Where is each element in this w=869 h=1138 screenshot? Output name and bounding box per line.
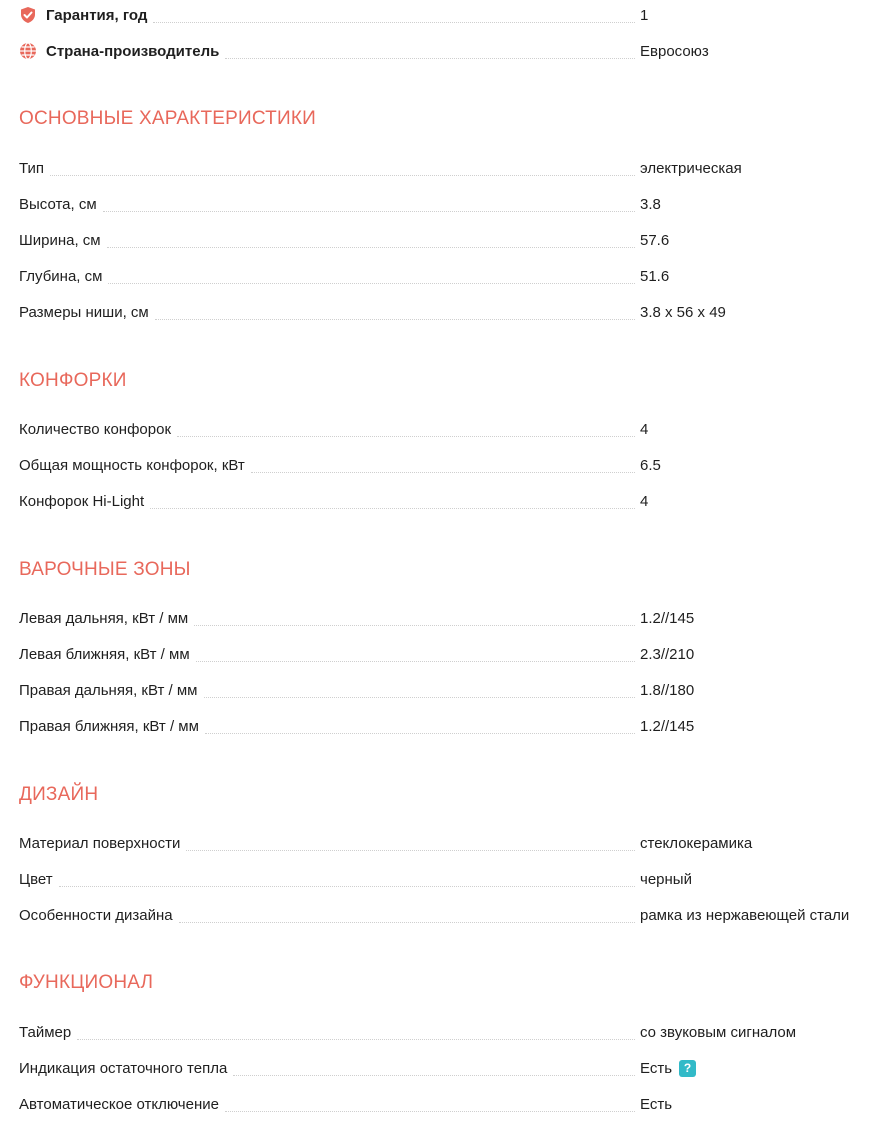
- section-heading-design: ДИЗАЙН: [19, 784, 99, 805]
- spec-row: [19, 150, 635, 186]
- shield-check-icon: [19, 6, 37, 24]
- spec-value: Есть: [640, 1059, 673, 1077]
- spec-value: 3.8 x 56 x 49: [640, 303, 726, 321]
- spec-row: [19, 825, 635, 861]
- spec-value: 3.8: [640, 195, 661, 213]
- help-icon[interactable]: ?: [679, 1060, 696, 1077]
- dotted-leader: [77, 1039, 635, 1040]
- section-heading-burners: КОНФОРКИ: [19, 370, 127, 391]
- spec-label: Ширина, см: [19, 232, 107, 249]
- spec-label: Правая ближняя, кВт / мм: [19, 718, 205, 735]
- spec-value: 6.5: [640, 456, 661, 474]
- spec-row: [19, 483, 635, 519]
- spec-row: [19, 861, 635, 897]
- spec-row: [19, 294, 635, 330]
- dotted-leader: [107, 247, 635, 248]
- dotted-leader: [150, 508, 635, 509]
- spec-value: 1: [640, 6, 649, 24]
- section-heading-functions: ФУНКЦИОНАЛ: [19, 972, 154, 993]
- spec-row: [19, 447, 635, 483]
- spec-value: 4: [640, 420, 649, 438]
- spec-value: 1.2//145: [640, 717, 695, 735]
- spec-label: Конфорок Hi-Light: [19, 493, 150, 510]
- dotted-leader: [103, 211, 635, 212]
- spec-label: Общая мощность конфорок, кВт: [19, 457, 251, 474]
- spec-row: [19, 600, 635, 636]
- dotted-leader: [196, 661, 635, 662]
- dotted-leader: [225, 1111, 635, 1112]
- spec-label: Таймер: [19, 1024, 77, 1041]
- spec-value: Евросоюз: [640, 42, 709, 60]
- spec-label: Высота, см: [19, 196, 103, 213]
- dotted-leader: [50, 175, 635, 176]
- spec-label: Размеры ниши, см: [19, 304, 155, 321]
- spec-label: Особенности дизайна: [19, 907, 179, 924]
- spec-row: [19, 1086, 635, 1122]
- dotted-leader: [177, 436, 635, 437]
- spec-label: Левая дальняя, кВт / мм: [19, 610, 194, 627]
- spec-row: [19, 411, 635, 447]
- spec-label: Индикация остаточного тепла: [19, 1060, 233, 1077]
- spec-row: [19, 1014, 635, 1050]
- dotted-leader: [251, 472, 635, 473]
- spec-value: черный: [640, 870, 692, 888]
- spec-label: Правая дальняя, кВт / мм: [19, 682, 204, 699]
- spec-value: со звуковым сигналом: [640, 1023, 797, 1041]
- spec-label: Страна-производитель: [46, 43, 225, 60]
- spec-row: [19, 897, 635, 933]
- spec-row: [19, 672, 635, 708]
- spec-label: Тип: [19, 160, 50, 177]
- spec-row: [19, 186, 635, 222]
- spec-row: [19, 222, 635, 258]
- dotted-leader: [225, 58, 635, 59]
- spec-value: 1.8//180: [640, 681, 695, 699]
- spec-value: стеклокерамика: [640, 834, 753, 852]
- dotted-leader: [205, 733, 635, 734]
- section-heading-cooking-zones: ВАРОЧНЫЕ ЗОНЫ: [19, 559, 191, 580]
- dotted-leader: [108, 283, 635, 284]
- spec-label: Цвет: [19, 871, 59, 888]
- dotted-leader: [204, 697, 636, 698]
- spec-label: Глубина, см: [19, 268, 108, 285]
- spec-label: Автоматическое отключение: [19, 1096, 225, 1113]
- spec-label: Количество конфорок: [19, 421, 177, 438]
- spec-label: Левая ближняя, кВт / мм: [19, 646, 196, 663]
- dotted-leader: [179, 922, 635, 923]
- spec-value: 57.6: [640, 231, 670, 249]
- spec-value: 51.6: [640, 267, 670, 285]
- spec-label: Гарантия, год: [46, 7, 153, 24]
- dotted-leader: [194, 625, 635, 626]
- section-heading-main: ОСНОВНЫЕ ХАРАКТЕРИСТИКИ: [19, 108, 316, 129]
- dotted-leader: [233, 1075, 635, 1076]
- spec-row: [19, 636, 635, 672]
- spec-value: 2.3//210: [640, 645, 695, 663]
- dotted-leader: [59, 886, 635, 887]
- dotted-leader: [153, 22, 635, 23]
- spec-row: [19, 708, 635, 744]
- spec-row-warranty: [19, 0, 635, 33]
- spec-value: Есть: [640, 1095, 673, 1113]
- spec-row: [19, 258, 635, 294]
- dotted-leader: [155, 319, 635, 320]
- dotted-leader: [186, 850, 635, 851]
- spec-label: Материал поверхности: [19, 835, 186, 852]
- spec-value: рамка из нержавеющей стали: [640, 906, 850, 924]
- spec-value: электрическая: [640, 159, 742, 177]
- spec-value: 1.2//145: [640, 609, 695, 627]
- spec-row: [19, 1050, 635, 1086]
- spec-value-with-help: [640, 1050, 696, 1086]
- globe-icon: [19, 42, 37, 60]
- spec-value: 4: [640, 492, 649, 510]
- spec-row-country: [19, 33, 635, 69]
